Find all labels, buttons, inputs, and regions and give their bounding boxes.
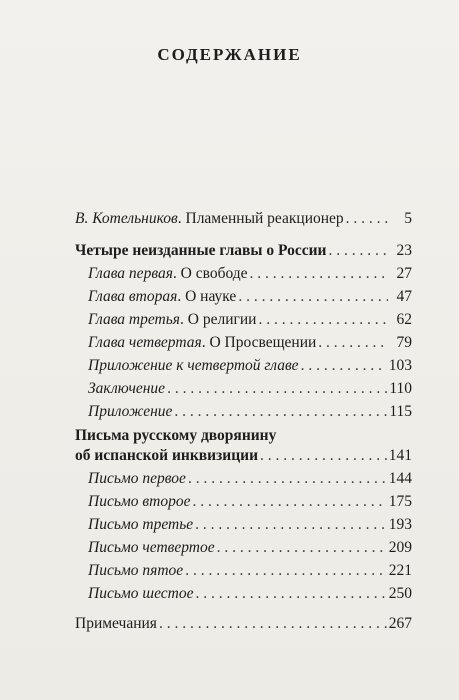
toc-entry-text: Письмо второе <box>88 493 191 510</box>
toc-entry-text: Письмо первое <box>88 470 186 487</box>
toc-entry-letter3[interactable] <box>88 514 412 536</box>
toc-section-heading-line2: об испанской инквизиции <box>75 447 259 464</box>
toc-page-number: 141 <box>388 447 412 464</box>
toc-entry-text: Письмо пятое <box>88 562 184 579</box>
toc-entry-text: Письмо шестое <box>88 585 194 602</box>
toc-page-number: 103 <box>388 357 412 374</box>
toc-entry-letter2[interactable] <box>88 491 412 513</box>
toc-page-number: 79 <box>396 334 412 351</box>
toc-entry-appendix4[interactable] <box>88 355 412 377</box>
dot-leader <box>167 378 387 400</box>
toc-entry-text <box>88 263 248 285</box>
toc-entry-appendix[interactable] <box>88 401 412 423</box>
toc-entry-part1[interactable] <box>75 240 412 262</box>
toc-entry-text <box>75 208 344 230</box>
dot-leader <box>250 263 388 285</box>
toc-entry-title: . О свободе <box>172 265 248 282</box>
dot-leader <box>260 445 387 467</box>
toc-section-heading-line1[interactable]: Письма русскому дворянину <box>75 427 277 444</box>
toc-entry-text: Письмо третье <box>88 516 194 533</box>
toc-entry-letter5[interactable] <box>88 560 412 582</box>
dot-leader <box>195 583 386 605</box>
toc-page-number: 47 <box>396 288 412 305</box>
toc-entry-text <box>88 309 256 331</box>
toc-entry-title: . О науке <box>177 288 237 305</box>
toc-entry-chapter-label: Глава вторая <box>88 288 178 305</box>
toc-entry-part2[interactable] <box>75 445 412 467</box>
toc-section-heading: Четыре неизданные главы о России <box>75 242 327 259</box>
toc-entry-title: . Пламенный реакционер <box>177 210 344 227</box>
toc-entry-text <box>88 332 316 354</box>
toc-entry-text: Письмо четвертое <box>88 539 215 556</box>
toc-entry-chapter-label: Глава четвертая <box>88 334 202 351</box>
dot-leader <box>238 286 388 308</box>
toc-entry-conclusion[interactable] <box>88 378 412 400</box>
dot-leader <box>192 491 386 513</box>
contents-title: СОДЕРЖАНИЕ <box>157 45 302 64</box>
toc-page-number: 250 <box>388 585 412 602</box>
dot-leader <box>258 309 388 331</box>
toc-page-number: 175 <box>388 493 412 510</box>
toc-entry-text <box>88 286 236 308</box>
toc-entry-letter6[interactable] <box>88 583 412 605</box>
toc-entry-text: Приложение к четвертой главе <box>88 357 299 374</box>
dot-leader <box>301 355 387 377</box>
toc-entry-text: Приложение <box>88 403 173 420</box>
toc-entry-letter4[interactable] <box>88 537 412 559</box>
dot-leader <box>174 401 387 423</box>
toc-page-number: 221 <box>388 562 412 579</box>
toc-entry-notes[interactable] <box>75 613 412 635</box>
dot-leader <box>195 514 387 536</box>
dot-leader <box>328 240 388 262</box>
toc-page-number: 115 <box>389 403 412 420</box>
toc-entry-chapter-label: Глава первая <box>88 265 173 282</box>
dot-leader <box>318 332 388 354</box>
toc-page-number: 110 <box>389 380 412 397</box>
dot-leader <box>185 560 387 582</box>
toc-page-number: 209 <box>388 539 412 556</box>
toc-entry-chapter-label: Глава третья <box>88 311 181 328</box>
toc-entry-author: В. Котельников <box>75 210 178 227</box>
toc-page-number: 267 <box>388 615 412 632</box>
toc-page-number: 62 <box>396 311 412 328</box>
toc-entry-title: . О религии <box>180 311 257 328</box>
toc-entry-chapter1[interactable] <box>88 263 412 285</box>
toc-entry-text: Заключение <box>88 380 166 397</box>
toc-page-number: 144 <box>388 470 412 487</box>
toc-page-number: 5 <box>404 210 412 227</box>
toc-entry-letter1[interactable] <box>88 468 412 490</box>
toc-page-number: 193 <box>388 516 412 533</box>
toc-entry-title: . О Просвещении <box>201 334 317 351</box>
toc-entry-chapter3[interactable] <box>88 309 412 331</box>
dot-leader <box>188 468 387 490</box>
toc-page-number: 23 <box>396 242 412 259</box>
toc-entry-text: Примечания <box>75 615 157 632</box>
dot-leader <box>159 613 387 635</box>
toc-entry-chapter2[interactable] <box>88 286 412 308</box>
toc-entry-chapter4[interactable] <box>88 332 412 354</box>
dot-leader <box>346 208 388 230</box>
dot-leader <box>217 537 387 559</box>
toc-entry-intro[interactable] <box>75 208 412 230</box>
toc-page-number: 27 <box>396 265 412 282</box>
